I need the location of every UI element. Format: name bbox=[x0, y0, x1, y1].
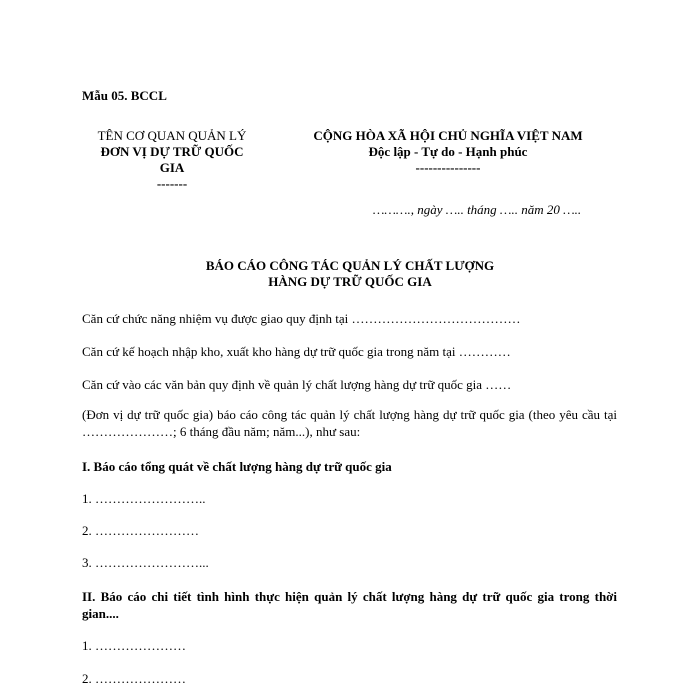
national-separator: --------------- bbox=[415, 160, 481, 175]
national-name: CỘNG HÒA XÃ HỘI CHỦ NGHĨA VIỆT NAM bbox=[313, 128, 583, 143]
agency-separator: ------- bbox=[156, 176, 188, 191]
basis-paragraph-2: Căn cứ kế hoạch nhập kho, xuất kho hàng dự trữ quốc gia trong năm tại ………… bbox=[82, 344, 511, 359]
basis-paragraph-3: Căn cứ vào các văn bản quy định về quản lý chất lượng hàng dự trữ quốc gia …… bbox=[82, 377, 512, 392]
agency-line-1: TÊN CƠ QUAN QUẢN LÝ bbox=[97, 128, 247, 143]
national-motto: Độc lập - Tự do - Hạnh phúc bbox=[368, 144, 528, 159]
agency-line-3: GIA bbox=[159, 160, 185, 175]
reporting-paragraph: (Đơn vị dự trữ quốc gia) báo cáo công tác quản lý chất lượng hàng dự trữ quốc gia (theo yêu cầu tại …………………; 6 tháng đầu năm; năm...), như sau: bbox=[82, 407, 617, 439]
section-2-heading: II. Báo cáo chi tiết tình hình thực hiện quản lý chất lượng hàng dự trữ quốc gia trong thời gian.... bbox=[82, 589, 617, 621]
agency-header bbox=[82, 128, 262, 192]
national-header bbox=[278, 128, 618, 176]
agency-line-2: ĐƠN VỊ DỰ TRỮ QUỐC bbox=[100, 144, 244, 159]
report-title bbox=[100, 258, 600, 290]
form-code: Mẫu 05. BCCL bbox=[82, 88, 167, 103]
section-2-item-1: 1. ………………… bbox=[82, 638, 186, 653]
date-line: ………., ngày ….. tháng ….. năm 20 ….. bbox=[372, 202, 582, 217]
section-1-heading: I. Báo cáo tổng quát về chất lượng hàng dự trữ quốc gia bbox=[82, 459, 392, 474]
section-1-item-2: 2. …………………… bbox=[82, 523, 199, 538]
section-1-item-1: 1. …………………….. bbox=[82, 491, 206, 506]
report-title-line-1: BÁO CÁO CÔNG TÁC QUẢN LÝ CHẤT LƯỢNG bbox=[205, 258, 495, 273]
report-title-line-2: HÀNG DỰ TRỮ QUỐC GIA bbox=[268, 274, 432, 289]
basis-paragraph-1: Căn cứ chức năng nhiệm vụ được giao quy định tại ………………………………… bbox=[82, 311, 521, 326]
section-1-item-3: 3. ……………………... bbox=[82, 555, 209, 570]
section-2-item-2: 2. ………………… bbox=[82, 671, 186, 686]
